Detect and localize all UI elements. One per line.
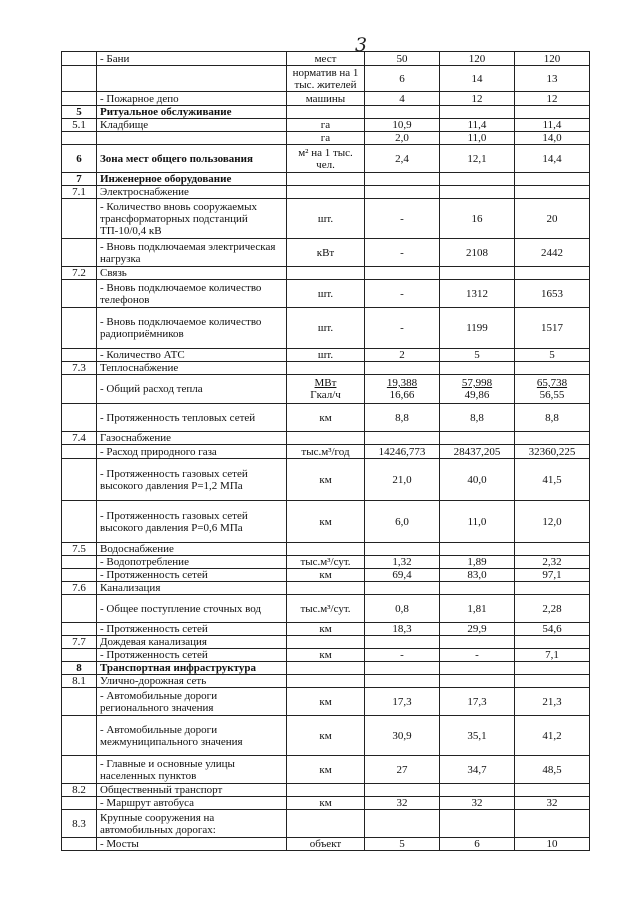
row-unit [287, 173, 365, 186]
table-row [62, 280, 590, 308]
row-value-first-stage: 57,998 49,86 [440, 375, 515, 404]
row-value-estimated: 32360,225 [515, 445, 590, 459]
row-value-existing: 18,3 [365, 623, 440, 636]
row-unit: шт. [287, 280, 365, 308]
row-name: Дождевая канализация [97, 636, 287, 649]
row-value-existing: - [365, 199, 440, 239]
row-value-estimated [515, 173, 590, 186]
row-number [62, 556, 97, 569]
row-number [62, 349, 97, 362]
row-value-first-stage: 29,9 [440, 623, 515, 636]
table-row [62, 132, 590, 145]
row-unit: шт. [287, 308, 365, 349]
table-row [62, 569, 590, 582]
row-value-existing [365, 662, 440, 675]
row-value-first-stage [440, 582, 515, 595]
row-name: - Протяженность сетей [97, 649, 287, 662]
row-number [62, 52, 97, 66]
row-value-existing [365, 675, 440, 688]
table-row [62, 199, 590, 239]
row-value-estimated: 1517 [515, 308, 590, 349]
row-value-estimated: 13 [515, 66, 590, 92]
row-value-estimated: 12,0 [515, 501, 590, 543]
row-unit: объект [287, 838, 365, 851]
row-unit: км [287, 797, 365, 810]
row-value-estimated [515, 662, 590, 675]
row-name: - Количество АТС [97, 349, 287, 362]
row-unit: км [287, 716, 365, 756]
row-name: - Протяженность газовых сетей высокого давления Р=0,6 МПа [97, 501, 287, 543]
row-value-first-stage: 2108 [440, 239, 515, 267]
row-value-first-stage: 120 [440, 52, 515, 66]
row-name: - Бани [97, 52, 287, 66]
row-number [62, 501, 97, 543]
row-name: - Вновь подключаемое количество телефонов [97, 280, 287, 308]
row-number: 8.3 [62, 810, 97, 838]
row-value-first-stage [440, 662, 515, 675]
row-value-existing [365, 186, 440, 199]
row-value-existing [365, 362, 440, 375]
table-row [62, 756, 590, 784]
row-value-first-stage: 12 [440, 92, 515, 106]
row-value-first-stage: 83,0 [440, 569, 515, 582]
row-unit: шт. [287, 349, 365, 362]
row-value-first-stage: 28437,205 [440, 445, 515, 459]
row-value-estimated: 1653 [515, 280, 590, 308]
row-value-estimated [515, 675, 590, 688]
row-name: - Автомобильные дороги межмуниципального значения [97, 716, 287, 756]
row-unit: кВт [287, 239, 365, 267]
row-unit: м² на 1 тыс. чел. [287, 145, 365, 173]
row-value-estimated [515, 810, 590, 838]
row-value-first-stage: 1312 [440, 280, 515, 308]
row-value-existing: 14246,773 [365, 445, 440, 459]
row-unit: мест [287, 52, 365, 66]
row-unit [287, 432, 365, 445]
row-value-first-stage: 12,1 [440, 145, 515, 173]
row-number [62, 459, 97, 501]
table-row [62, 186, 590, 199]
row-unit: км [287, 623, 365, 636]
row-value-first-stage [440, 675, 515, 688]
row-name: - Главные и основные улицы населенных пунктов [97, 756, 287, 784]
row-name: Электроснабжение [97, 186, 287, 199]
row-value-first-stage: 1,81 [440, 595, 515, 623]
row-number [62, 199, 97, 239]
table-row [62, 106, 590, 119]
table-row [62, 459, 590, 501]
row-unit [287, 106, 365, 119]
row-value-estimated: 41,5 [515, 459, 590, 501]
row-number [62, 239, 97, 267]
row-number [62, 66, 97, 92]
row-name: Связь [97, 267, 287, 280]
row-value-first-stage: 11,0 [440, 132, 515, 145]
row-number: 7.7 [62, 636, 97, 649]
row-value-existing [365, 582, 440, 595]
row-value-first-stage: 35,1 [440, 716, 515, 756]
table-row [62, 92, 590, 106]
row-unit [287, 582, 365, 595]
row-name: Кладбище [97, 119, 287, 132]
row-value-first-stage: 1,89 [440, 556, 515, 569]
row-name: - Протяженность тепловых сетей [97, 404, 287, 432]
row-name: Улично-дорожная сеть [97, 675, 287, 688]
row-unit: км [287, 404, 365, 432]
row-value-existing: - [365, 280, 440, 308]
row-value-existing: 30,9 [365, 716, 440, 756]
row-value-estimated: 2,28 [515, 595, 590, 623]
row-value-estimated: 2,32 [515, 556, 590, 569]
row-value-first-stage [440, 173, 515, 186]
row-value-existing: 2,4 [365, 145, 440, 173]
row-value-existing: - [365, 308, 440, 349]
row-value-existing: 6 [365, 66, 440, 92]
row-unit: га [287, 119, 365, 132]
row-number: 5 [62, 106, 97, 119]
row-unit [287, 675, 365, 688]
row-value-estimated [515, 543, 590, 556]
row-number [62, 92, 97, 106]
table-row [62, 784, 590, 797]
row-number [62, 308, 97, 349]
row-value-existing [365, 267, 440, 280]
row-value-existing: 50 [365, 52, 440, 66]
row-name: Крупные сооружения на автомобильных дорогах: [97, 810, 287, 838]
row-value-estimated: 41,2 [515, 716, 590, 756]
row-unit: тыс.м³/сут. [287, 595, 365, 623]
row-name: - Общий расход тепла [97, 375, 287, 404]
row-value-existing [365, 106, 440, 119]
row-name: Инженерное оборудование [97, 173, 287, 186]
row-value-existing: 21,0 [365, 459, 440, 501]
row-name: - Протяженность сетей [97, 569, 287, 582]
table-row [62, 543, 590, 556]
row-name: Зона мест общего пользования [97, 145, 287, 173]
row-value-first-stage [440, 810, 515, 838]
row-number: 7.2 [62, 267, 97, 280]
row-value-first-stage: 5 [440, 349, 515, 362]
table-row [62, 623, 590, 636]
row-value-estimated: 11,4 [515, 119, 590, 132]
row-name: Ритуальное обслуживание [97, 106, 287, 119]
row-value-first-stage [440, 186, 515, 199]
table-row [62, 838, 590, 851]
table-row [62, 595, 590, 623]
row-number [62, 569, 97, 582]
table-row [62, 716, 590, 756]
row-number: 5.1 [62, 119, 97, 132]
row-number [62, 623, 97, 636]
row-unit: шт. [287, 199, 365, 239]
row-unit: тыс.м³/год [287, 445, 365, 459]
row-unit: км [287, 459, 365, 501]
row-value-existing: 19,388 16,66 [365, 375, 440, 404]
row-value-existing [365, 173, 440, 186]
row-value-existing: - [365, 649, 440, 662]
row-name: - Автомобильные дороги регионального значения [97, 688, 287, 716]
table-row [62, 173, 590, 186]
table-body [62, 52, 590, 851]
row-value-first-stage [440, 636, 515, 649]
row-value-first-stage: - [440, 649, 515, 662]
row-name: - Общее поступление сточных вод [97, 595, 287, 623]
row-number [62, 716, 97, 756]
row-value-first-stage [440, 267, 515, 280]
table-row [62, 582, 590, 595]
row-number: 8 [62, 662, 97, 675]
table-row [62, 445, 590, 459]
row-value-estimated [515, 582, 590, 595]
row-value-existing [365, 636, 440, 649]
row-number: 8.1 [62, 675, 97, 688]
row-number: 7 [62, 173, 97, 186]
row-number: 7.5 [62, 543, 97, 556]
row-value-estimated: 10 [515, 838, 590, 851]
row-name [97, 66, 287, 92]
row-unit: км [287, 756, 365, 784]
row-name: - Вновь подключаемая электрическая нагрузка [97, 239, 287, 267]
row-name: Общественный транспорт [97, 784, 287, 797]
row-value-existing: 6,0 [365, 501, 440, 543]
table-row [62, 362, 590, 375]
table-row [62, 349, 590, 362]
row-value-existing [365, 432, 440, 445]
row-unit: норматив на 1 тыс. жителей [287, 66, 365, 92]
table-row [62, 432, 590, 445]
row-value-existing: 32 [365, 797, 440, 810]
row-number [62, 756, 97, 784]
row-value-existing [365, 784, 440, 797]
row-name: - Пожарное депо [97, 92, 287, 106]
row-value-first-stage: 40,0 [440, 459, 515, 501]
table-row [62, 797, 590, 810]
row-unit [287, 636, 365, 649]
row-name: Транспортная инфраструктура [97, 662, 287, 675]
row-value-estimated: 20 [515, 199, 590, 239]
row-value-existing: 17,3 [365, 688, 440, 716]
indicators-table [61, 51, 590, 851]
table-row [62, 810, 590, 838]
row-value-estimated: 12 [515, 92, 590, 106]
row-value-first-stage: 32 [440, 797, 515, 810]
row-value-existing: 1,32 [365, 556, 440, 569]
row-unit: тыс.м³/сут. [287, 556, 365, 569]
row-unit: машины [287, 92, 365, 106]
row-unit: га [287, 132, 365, 145]
row-unit: км [287, 649, 365, 662]
row-value-existing: 8,8 [365, 404, 440, 432]
row-value-estimated: 54,6 [515, 623, 590, 636]
row-value-first-stage: 17,3 [440, 688, 515, 716]
page-number: 3 [355, 34, 368, 56]
row-value-estimated: 2442 [515, 239, 590, 267]
table-row [62, 239, 590, 267]
row-name: - Количество вновь сооружаемых трансформаторных подстанций ТП-10/0,4 кВ [97, 199, 287, 239]
row-value-estimated: 8,8 [515, 404, 590, 432]
row-number: 6 [62, 145, 97, 173]
row-unit: МВт Гкал/ч [287, 375, 365, 404]
row-value-existing: 10,9 [365, 119, 440, 132]
row-name [97, 132, 287, 145]
row-value-existing: 2 [365, 349, 440, 362]
row-number [62, 797, 97, 810]
table-row [62, 649, 590, 662]
row-value-existing: 2,0 [365, 132, 440, 145]
table-row [62, 308, 590, 349]
table-row [62, 119, 590, 132]
row-unit [287, 362, 365, 375]
table-row [62, 688, 590, 716]
row-value-estimated [515, 267, 590, 280]
row-value-first-stage [440, 543, 515, 556]
table-row [62, 66, 590, 92]
table-row [62, 267, 590, 280]
row-name: Водоснабжение [97, 543, 287, 556]
row-number [62, 595, 97, 623]
row-unit [287, 543, 365, 556]
row-value-first-stage [440, 362, 515, 375]
row-value-estimated: 14,4 [515, 145, 590, 173]
row-name: - Вновь подключаемое количество радиоприёмников [97, 308, 287, 349]
row-value-estimated [515, 106, 590, 119]
row-unit: км [287, 688, 365, 716]
row-unit: км [287, 569, 365, 582]
row-value-estimated [515, 784, 590, 797]
table-row [62, 375, 590, 404]
row-number [62, 838, 97, 851]
row-value-estimated [515, 186, 590, 199]
row-value-first-stage: 16 [440, 199, 515, 239]
row-unit [287, 662, 365, 675]
row-number [62, 445, 97, 459]
row-number: 8.2 [62, 784, 97, 797]
row-value-estimated: 97,1 [515, 569, 590, 582]
row-name: - Протяженность сетей [97, 623, 287, 636]
row-value-estimated: 48,5 [515, 756, 590, 784]
row-unit [287, 784, 365, 797]
row-value-estimated: 120 [515, 52, 590, 66]
row-number [62, 280, 97, 308]
row-value-estimated [515, 636, 590, 649]
table-row [62, 662, 590, 675]
row-number [62, 404, 97, 432]
row-name: - Маршрут автобуса [97, 797, 287, 810]
row-value-estimated: 7,1 [515, 649, 590, 662]
row-value-estimated: 65,738 56,55 [515, 375, 590, 404]
row-name: - Расход природного газа [97, 445, 287, 459]
row-value-existing: 5 [365, 838, 440, 851]
row-name: - Водопотребление [97, 556, 287, 569]
row-name: - Протяженность газовых сетей высокого давления Р=1,2 МПа [97, 459, 287, 501]
row-value-existing [365, 810, 440, 838]
row-value-existing: 0,8 [365, 595, 440, 623]
row-unit: км [287, 501, 365, 543]
row-value-estimated: 14,0 [515, 132, 590, 145]
row-value-estimated [515, 432, 590, 445]
row-value-existing: 4 [365, 92, 440, 106]
row-value-existing: 69,4 [365, 569, 440, 582]
row-number [62, 688, 97, 716]
row-number: 7.4 [62, 432, 97, 445]
row-value-estimated: 32 [515, 797, 590, 810]
row-name: Канализация [97, 582, 287, 595]
table-row [62, 556, 590, 569]
row-number [62, 132, 97, 145]
table-row [62, 636, 590, 649]
row-number: 7.1 [62, 186, 97, 199]
row-unit [287, 810, 365, 838]
row-value-first-stage: 14 [440, 66, 515, 92]
row-number: 7.3 [62, 362, 97, 375]
row-value-first-stage: 6 [440, 838, 515, 851]
table-row [62, 404, 590, 432]
row-value-estimated: 5 [515, 349, 590, 362]
row-unit [287, 186, 365, 199]
row-number [62, 375, 97, 404]
table-row [62, 675, 590, 688]
row-value-first-stage: 11,4 [440, 119, 515, 132]
row-value-first-stage: 34,7 [440, 756, 515, 784]
table-row [62, 52, 590, 66]
row-value-first-stage: 8,8 [440, 404, 515, 432]
row-value-existing: 27 [365, 756, 440, 784]
row-name: - Мосты [97, 838, 287, 851]
row-value-estimated [515, 362, 590, 375]
row-name: Газоснабжение [97, 432, 287, 445]
row-name: Теплоснабжение [97, 362, 287, 375]
row-value-first-stage [440, 106, 515, 119]
row-value-first-stage [440, 432, 515, 445]
table-row [62, 501, 590, 543]
table-row [62, 145, 590, 173]
row-value-first-stage: 1199 [440, 308, 515, 349]
row-number: 7.6 [62, 582, 97, 595]
row-number [62, 649, 97, 662]
row-value-estimated: 21,3 [515, 688, 590, 716]
row-value-existing: - [365, 239, 440, 267]
row-value-first-stage: 11,0 [440, 501, 515, 543]
row-unit [287, 267, 365, 280]
row-value-existing [365, 543, 440, 556]
row-value-first-stage [440, 784, 515, 797]
